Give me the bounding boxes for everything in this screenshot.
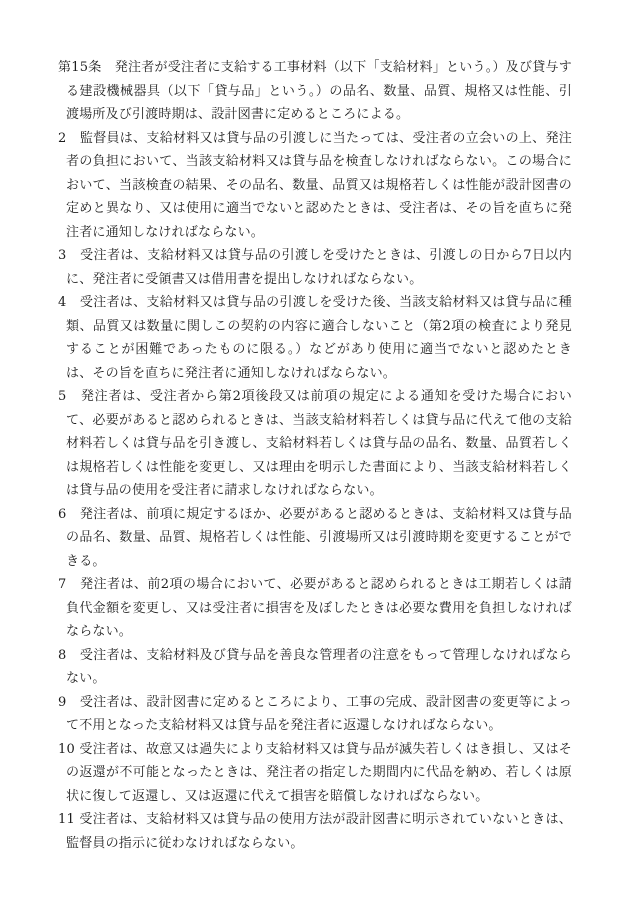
paragraph-number: 第15条: [58, 60, 102, 75]
paragraph-separator: [66, 131, 79, 146]
paragraph-number: 4: [58, 295, 67, 310]
paragraph-text: 受注者は、設計図書に定めるところにより、工事の完成、設計図書の変更等によって不用となった支給材料又は貸与品を発注者に返還しなければならない。: [66, 694, 572, 733]
clause-paragraph: [58, 738, 572, 809]
paragraph-separator: [66, 507, 79, 522]
paragraph-separator: [66, 295, 79, 310]
paragraph-separator: [102, 60, 115, 75]
paragraph-separator: [66, 389, 80, 404]
paragraph-text: 発注者が受注者に支給する工事材料（以下「支給材料」という。）及び貸与する建設機械器具（以下「貸与品」という。）の品名、数量、品質、規格又は性能、引渡場所及び引渡時期は、設計図書に定めるところによる。: [66, 60, 572, 122]
paragraph-number: 3: [58, 248, 67, 263]
clause-paragraph: [58, 385, 572, 503]
paragraph-text: 受注者は、支給材料又は貸与品の引渡しを受けた後、当該支給材料又は貸与品に種類、品質又は数量に関しこの契約の内容に適合しないこと（第2項の検査により発見することが困難であったものに限る。）などがあり使用に適当でないと認めたときは、その旨を直ちに発注者に通知しなければならない。: [66, 295, 572, 381]
paragraph-text: 受注者は、支給材料及び貸与品を善良な管理者の注意をもって管理しなければならない。: [66, 647, 572, 686]
paragraph-text: 監督員は、支給材料又は貸与品の引渡しに当たっては、受注者の立会いの上、発注者の負担において、当該支給材料又は貸与品を検査しなければならない。この場合において、当該検査の結果、その品名、数量、品質又は規格若しくは性能が設計図書の定めと異なり、又は使用に適当でないと認めたときは、受注者は、その旨を直ちに発注者に通知しなければならない。: [66, 130, 572, 240]
paragraph-number: 9: [58, 694, 67, 710]
paragraph-separator: [66, 648, 79, 663]
paragraph-text: 受注者は、故意又は過失により支給材料又は貸与品が滅失若しくはき損し、又はその返還が不可能となったときは、発注者の指定した期間内に代品を納め、若しくは原状に復して返還し、又は返還に代えて損害を賠償しなければならない。: [66, 741, 572, 804]
clause-paragraph: [58, 808, 572, 855]
paragraph-number: 8: [58, 647, 67, 663]
article-body: [58, 56, 572, 855]
paragraph-separator: [66, 695, 79, 710]
paragraph-number: 2: [58, 130, 67, 146]
paragraph-text: 発注者は、前2項の場合において、必要があると認められるときは工期若しくは請負代金額を変更し、又は受注者に損害を及ぼしたときは必要な費用を負担しなければならない。: [66, 577, 572, 639]
paragraph-number: 7: [58, 577, 67, 592]
clause-paragraph: [58, 291, 572, 385]
paragraph-text: 受注者は、支給材料又は貸与品の引渡しを受けたときは、引渡しの日から7日以内に、発注者に受領書又は借用書を提出しなければならない。: [66, 248, 572, 287]
clause-paragraph: [58, 244, 572, 291]
paragraph-number: 5: [58, 389, 67, 404]
paragraph-separator: [66, 577, 80, 592]
paragraph-number: 10: [58, 741, 75, 757]
paragraph-number: 11: [58, 812, 75, 827]
clause-paragraph: [58, 691, 572, 738]
clause-paragraph: [58, 127, 572, 245]
clause-paragraph: [58, 644, 572, 691]
paragraph-text: 受注者は、支給材料又は貸与品の使用方法が設計図書に明示されていないときは、監督員の指示に従わなければならない。: [66, 812, 572, 851]
clause-paragraph: [58, 503, 572, 574]
clause-paragraph: [58, 56, 572, 127]
paragraph-separator: [66, 248, 80, 263]
paragraph-number: 6: [58, 506, 67, 522]
clause-paragraph: [58, 573, 572, 644]
paragraph-text: 発注者は、受注者から第2項後段又は前項の規定による通知を受けた場合において、必要があると認められるときは、当該支給材料若しくは貸与品に代えて他の支給材料若しくは貸与品を引き渡し、支給材料若しくは貸与品の品名、数量、品質若しくは規格若しくは性能を変更し、又は理由を明示した書面により、当該支給材料若しくは貸与品の使用を受注者に請求しなければならない。: [66, 389, 572, 498]
paragraph-text: 発注者は、前項に規定するほか、必要があると認めるときは、支給材料又は貸与品の品名、数量、品質、規格若しくは性能、引渡場所又は引渡時期を変更することができる。: [66, 506, 572, 569]
